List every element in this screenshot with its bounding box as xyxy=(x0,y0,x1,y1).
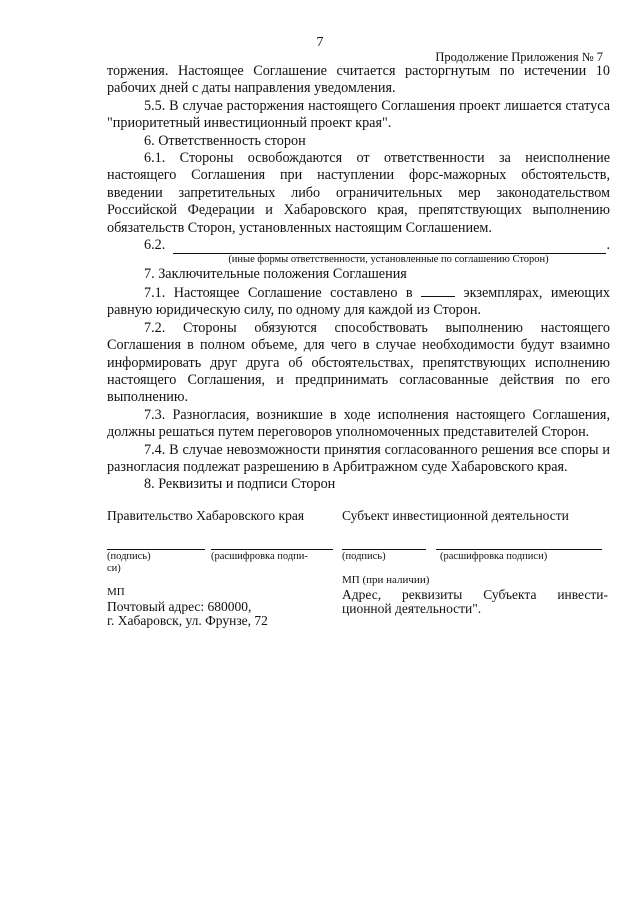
government-address-line-1: Почтовый адрес: 680000, xyxy=(107,599,252,614)
paragraph-7-1-after: экземплярах, имеющих равную юридическую силу, по одному для каждой из Сторон. xyxy=(107,284,610,319)
investor-signature-lines xyxy=(342,535,608,551)
appendix-continuation-note: Продолжение Приложения № 7 xyxy=(435,50,603,64)
other-responsibility-blank-line xyxy=(173,240,606,254)
government-decoding-caption: (расшифровка подпи- xyxy=(211,551,308,562)
government-signature-lines xyxy=(107,535,333,551)
investor-signature-column xyxy=(342,508,608,616)
section-heading-requisites: 8. Реквизиты и подписи Сторон xyxy=(144,476,336,493)
government-stamp-mark: МП xyxy=(107,586,125,598)
paragraph-6-1: 6.1. Стороны освобождаются от ответственности за неисполнение настоящего Соглашения при наступлении форс-мажорных обстоятельств, введении запретительных либо ограничительных мер законодательством Российской Федерации и Хабаровского края, препятствующих выполнению обязательств Сторон, установленных настоящим Соглашением. xyxy=(107,150,610,236)
investor-decoding-line xyxy=(436,535,602,550)
investor-signature-captions xyxy=(342,551,608,575)
government-decoding-line xyxy=(211,535,333,550)
investor-decoding-caption: (расшифровка подписи) xyxy=(440,551,548,562)
government-signature-captions xyxy=(107,551,333,575)
government-signature-column xyxy=(107,508,333,628)
paragraph-7-1 xyxy=(107,284,610,320)
investor-stamp-mark: МП (при наличии) xyxy=(342,574,430,586)
paragraph-5-5: 5.5. В случае расторжения настоящего Соглашения проект лишается статуса "приоритетный инвестиционный проект края". xyxy=(107,97,610,132)
page-number: 7 xyxy=(316,35,324,50)
agreement-body xyxy=(107,63,610,494)
government-signature-caption: (подпись) xyxy=(107,551,151,562)
paragraph-7-2: 7.2. Стороны обязуются способствовать выполнению настоящего Соглашения в полном объеме, для чего в случае необходимости будут взаимно информировать друг друга об обстоятельствах, препятствующих исполнению настоящего Соглашения, и предпринимать согласованные действия по его выполнению. xyxy=(107,319,610,406)
paragraph-6-2: 6.2. . xyxy=(144,237,610,254)
government-address-line-2: г. Хабаровск, ул. Фрунзе, 72 xyxy=(107,613,268,628)
government-party-name: Правительство Хабаровского края xyxy=(107,508,305,523)
section-heading-final-provisions: 7. Заключительные положения Соглашения xyxy=(144,266,407,283)
paragraph-6-2-label: 6.2. xyxy=(144,237,166,254)
investor-signature-caption: (подпись) xyxy=(342,551,386,562)
other-responsibility-caption: (иные формы ответственности, установленные по соглашению Сторон) xyxy=(228,254,549,266)
paragraph-termination-continued: торжения. Настоящее Соглашение считается расторгнутым по истечении 10 рабочих дней с даты направления уведомления. xyxy=(107,63,610,97)
government-decoding-caption-continued: си) xyxy=(107,563,121,574)
investor-address-line-1: Адрес, реквизиты Субъекта инвести- xyxy=(342,587,608,602)
paragraph-7-1-before: 7.1. Настоящее Соглашение составлено в xyxy=(144,284,413,301)
paragraph-7-4: 7.4. В случае невозможности принятия согласованного решения все споры и разногласия подлежат разрешению в Арбитражном суде Хабаровского края. xyxy=(107,441,610,475)
section-heading-responsibility: 6. Ответственность сторон xyxy=(144,132,306,149)
investor-address-line-2: ционной деятельности". xyxy=(342,601,482,616)
paragraph-7-3: 7.3. Разногласия, возникшие в ходе исполнения настоящего Соглашения, должны решаться путем переговоров уполномоченных представителей Сторон. xyxy=(107,406,610,441)
copies-count-blank xyxy=(421,284,455,297)
investor-party-name: Субъект инвестиционной деятельности xyxy=(342,508,569,523)
government-signature-line xyxy=(107,535,205,550)
investor-signature-line xyxy=(342,535,426,550)
